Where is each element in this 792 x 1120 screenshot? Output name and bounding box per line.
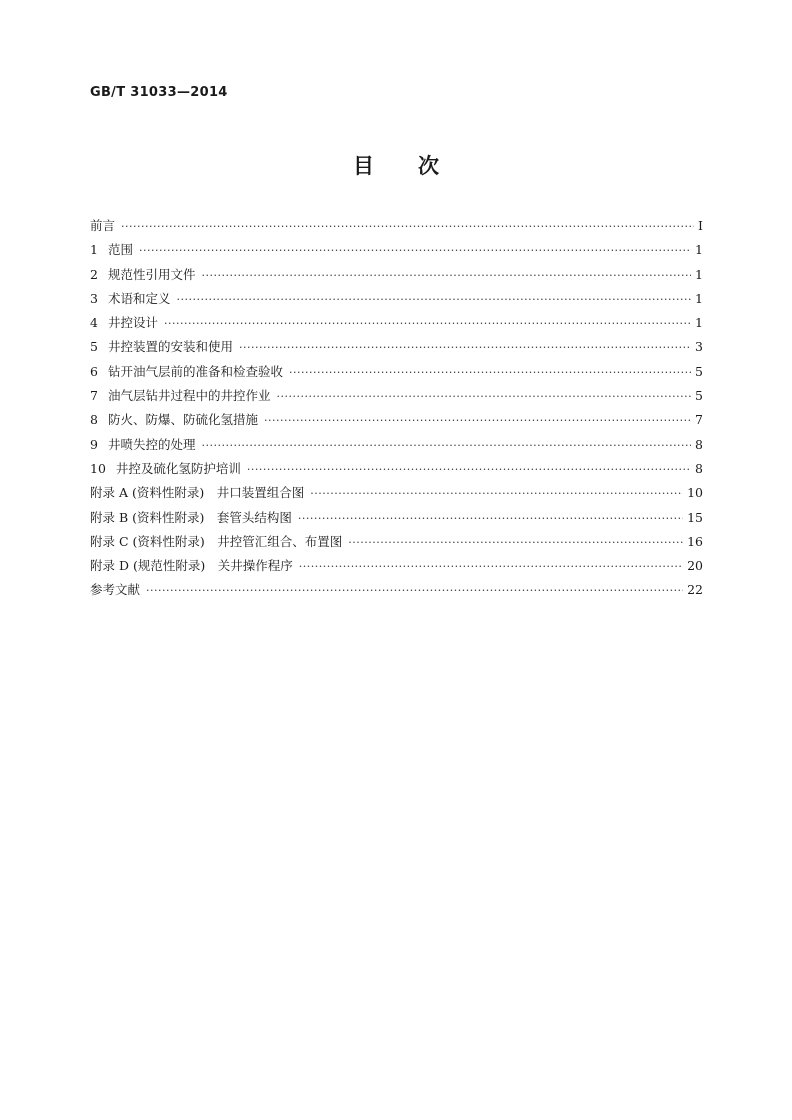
toc-entry[interactable] <box>90 214 703 238</box>
toc-entry[interactable] <box>90 578 703 602</box>
toc-entry-page: 7 <box>695 412 703 428</box>
toc-entry-title: 井控设计 <box>107 315 158 331</box>
toc-leader-dots <box>121 215 694 239</box>
standard-code: GB/T 31033—2014 <box>90 85 228 100</box>
toc-entry-title: 规范性引用文件 <box>107 266 196 282</box>
toc-entry-page: 16 <box>687 533 703 549</box>
toc-entry-page: 8 <box>695 460 703 476</box>
toc-leader-dots <box>239 336 691 360</box>
toc-entry-page: 10 <box>687 485 703 501</box>
toc-entry[interactable] <box>90 457 703 481</box>
toc-entry[interactable] <box>90 433 703 457</box>
toc-entry[interactable] <box>90 481 703 505</box>
toc-entry-page: 1 <box>695 315 703 331</box>
toc-entry-title: 参考文献 <box>90 582 141 598</box>
toc-entry-title: 油气层钻井过程中的井控作业 <box>107 388 271 404</box>
toc-leader-dots <box>348 531 683 555</box>
toc-entry-page: 20 <box>687 558 703 574</box>
toc-entry-page: 1 <box>695 290 703 306</box>
toc-entry[interactable] <box>90 554 703 578</box>
toc-entry-page: 3 <box>695 339 703 355</box>
toc-entry-page: 8 <box>695 436 703 452</box>
toc-leader-dots <box>298 507 683 531</box>
toc-entry-number: 1 <box>90 242 98 258</box>
toc-entry-page: 15 <box>687 509 703 525</box>
toc-entry-number: 10 <box>90 460 106 476</box>
toc-entry[interactable] <box>90 335 703 359</box>
toc-entry-title: 附录 B (资料性附录) 套管头结构图 <box>90 509 292 525</box>
toc-entry-title: 防火、防爆、防硫化氢措施 <box>107 412 258 428</box>
toc-entry[interactable] <box>90 287 703 311</box>
toc-entry[interactable] <box>90 311 703 335</box>
toc-entry-page: 1 <box>695 266 703 282</box>
toc-leader-dots <box>201 434 691 458</box>
toc-entry-title: 术语和定义 <box>107 290 171 306</box>
toc-entry-title: 附录 A (资料性附录) 井口装置组合图 <box>90 485 305 501</box>
toc-entry[interactable] <box>90 530 703 554</box>
toc-entry-page: 22 <box>687 582 703 598</box>
toc-entry-number: 6 <box>90 363 98 379</box>
toc-entry-page: 5 <box>695 388 703 404</box>
toc-entry-number: 4 <box>90 315 98 331</box>
toc-entry[interactable] <box>90 384 703 408</box>
page-title-part1: 目 <box>353 154 374 178</box>
toc-entry-number: 8 <box>90 412 98 428</box>
toc-entry-title: 井控装置的安装和使用 <box>107 339 233 355</box>
toc-leader-dots <box>201 264 691 288</box>
toc-entry-title: 前言 <box>90 218 116 233</box>
toc-entry-number: 9 <box>90 436 98 452</box>
table-of-contents <box>90 214 703 603</box>
toc-leader-dots <box>310 482 683 506</box>
toc-leader-dots <box>247 458 691 482</box>
page-title <box>0 150 792 180</box>
toc-entry-number: 3 <box>90 290 98 306</box>
toc-entry[interactable] <box>90 408 703 432</box>
toc-leader-dots <box>146 579 683 603</box>
toc-leader-dots <box>289 361 691 385</box>
toc-leader-dots <box>164 312 691 336</box>
toc-entry-page: 5 <box>695 363 703 379</box>
toc-entry-title: 附录 C (资料性附录) 井控管汇组合、布置图 <box>90 533 343 549</box>
toc-leader-dots <box>139 239 691 263</box>
toc-entry-page: Ⅰ <box>698 218 703 233</box>
toc-entry[interactable] <box>90 506 703 530</box>
toc-entry-title: 钻开油气层前的准备和检查验收 <box>107 363 283 379</box>
toc-entry[interactable] <box>90 263 703 287</box>
toc-entry-page: 1 <box>695 242 703 258</box>
toc-leader-dots <box>276 385 691 409</box>
toc-leader-dots <box>299 555 683 579</box>
toc-entry-title: 附录 D (规范性附录) 关井操作程序 <box>90 558 293 574</box>
toc-entry-number: 2 <box>90 266 98 282</box>
toc-entry-title: 井喷失控的处理 <box>107 436 196 452</box>
toc-entry[interactable] <box>90 238 703 262</box>
toc-leader-dots <box>176 288 691 312</box>
toc-entry[interactable] <box>90 360 703 384</box>
toc-entry-title: 范围 <box>107 242 133 258</box>
page-title-part2: 次 <box>418 154 439 178</box>
toc-entry-number: 7 <box>90 388 98 404</box>
toc-entry-number: 5 <box>90 339 98 355</box>
toc-entry-title: 井控及硫化氢防护培训 <box>115 460 241 476</box>
toc-leader-dots <box>264 409 691 433</box>
